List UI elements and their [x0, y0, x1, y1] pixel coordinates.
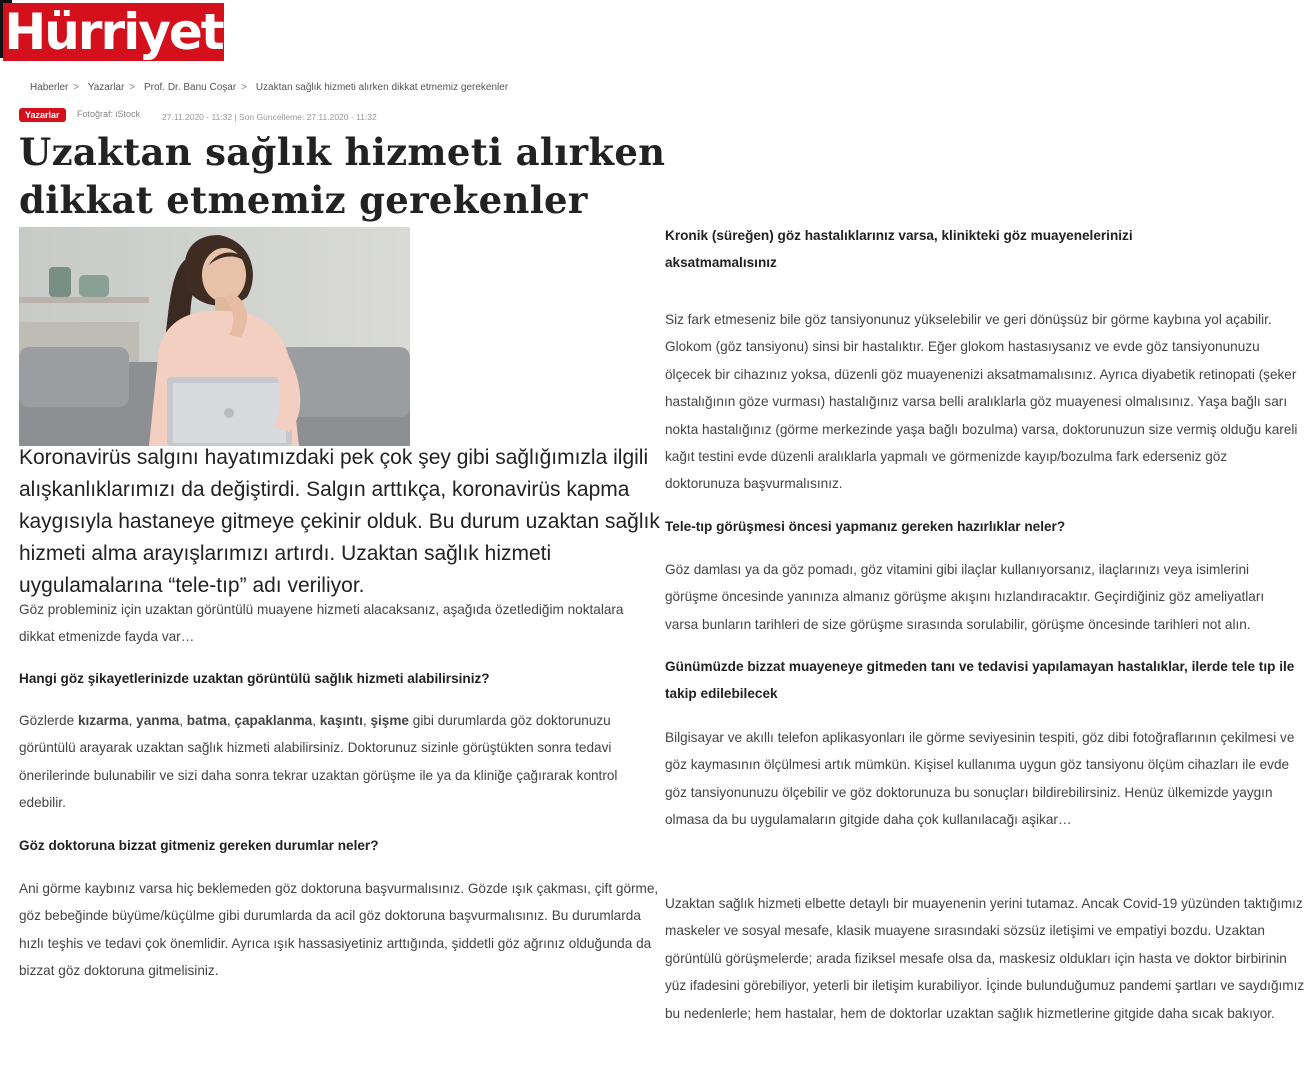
- symptom-term: yanma: [136, 713, 180, 728]
- section-heading-future: Günümüzde bizzat muayeneye gitmeden tanı ve tedavisi yapılamayan hastalıklar, ilerde tele tıp ile takip edilebilecek: [665, 659, 1295, 702]
- breadcrumb-item-haberler[interactable]: Haberler: [30, 82, 69, 93]
- symptom-term: batma: [186, 713, 227, 728]
- text-segment: ,: [128, 713, 137, 728]
- symptom-term: kaşıntı: [319, 713, 363, 728]
- hurriyet-logo[interactable]: [3, 3, 224, 61]
- breadcrumb-separator: >: [73, 82, 80, 93]
- breadcrumb: [30, 82, 513, 93]
- symptom-term: kızarma: [77, 713, 129, 728]
- breadcrumb-item-yazarlar[interactable]: Yazarlar: [87, 82, 125, 93]
- paragraph-conclusion: Uzaktan sağlık hizmeti elbette detaylı bir muayenenin yerini tutamaz. Ancak Covid-19 yüzünden taktığımız maskeler ve sosyal mesafe, klasik muayene sırasındaki sözsüz iletişimi ve empatiyi bozdu. Uzaktan görüntülü görüşmelerde; arada fiziksel mesafe olsa da, maskesiz oldukları için hasta ve doktor birbirinin yüz ifadesini görebiliyor, yeterli bir iletişim kurabiliyor. İçinde bulunduğumuz pandemi şartları ve saydığımız bu nedenlerle; hem hastalar, hem de doktorlar uzaktan sağlık hizmetlerine gitgide daha sıcak bakıyor.: [665, 896, 1305, 1021]
- category-tag[interactable]: Yazarlar: [19, 108, 66, 122]
- breadcrumb-separator: >: [129, 82, 136, 93]
- woman-with-laptop-illustration: [19, 227, 410, 446]
- article-lead: Koronavirüs salgını hayatımızdaki pek çok şey gibi sağlığımızla ilgili alışkanlıklarımızı da değiştirdi. Salgın arttıkça, koronavirüs kapma kaygısıyla hastaneye gitmeye çekinir olduk. Bu durum uzaktan sağlık hizmeti alma arayışlarımızı artırdı. Uzaktan sağlık hizmeti uygulamalarına “tele-tıp” adı veriliyor.: [19, 446, 660, 597]
- intro-paragraph: Göz probleminiz için uzaktan görüntülü muayene hizmeti alacaksanız, aşağıda özetlediğim noktalara dikkat etmenizde fayda var…: [19, 602, 624, 645]
- publish-dates: 27.11.2020 - 11:32 | Son Güncelleme: 27.11.2020 - 11:32: [162, 112, 377, 122]
- section-heading-remote-care: Hangi göz şikayetlerinizde uzaktan görüntülü sağlık hizmeti alabilirsiniz?: [19, 671, 490, 686]
- article-photo: [19, 227, 410, 446]
- symptom-term: çapaklanma: [234, 713, 313, 728]
- text-segment: ,: [179, 713, 187, 728]
- paragraph-preparation: Göz damlası ya da göz pomadı, göz vitamini gibi ilaçlar kullanıyorsanız, ilaçlarınızı veya isimlerini görüşme öncesinde yanınıza almanız görüşme akışını hızlandıracaktır. Geçirdiğiniz göz ameliyatları varsa bunların tarihleri de size görüşme sırasında sorulabilir, görüşme öncesinde tarihleri not alın.: [665, 562, 1265, 632]
- breadcrumb-item-current: Uzaktan sağlık hizmeti alırken dikkat etmemiz gerekenler: [255, 82, 509, 93]
- section-heading-preparation: Tele-tıp görüşmesi öncesi yapmanız gereken hazırlıklar neler?: [665, 519, 1066, 534]
- text-segment: ,: [362, 713, 371, 728]
- section-heading-chronic: Kronik (süreğen) göz hastalıklarınız varsa, klinikteki göz muayenelerinizi aksatmamalısınız: [665, 228, 1133, 271]
- text-segment: ,: [226, 713, 235, 728]
- section-heading-in-person: Göz doktoruna bizzat gitmeniz gereken durumlar neler?: [19, 838, 379, 853]
- symptom-term: şişme: [370, 713, 409, 728]
- paragraph-emergencies: Ani görme kaybınız varsa hiç beklemeden göz doktoruna başvurmalısınız. Gözde ışık çakması, çift görme, göz bebeğinde büyüme/küçülme gibi durumlarda da acil göz doktoruna başvurmalısınız. Bu durumlarda hızlı teşhis ve tedavi çok önemlidir. Ayrıca ışık hassasiyetiniz arttığında, şiddetli göz ağrınız olduğunda da bizzat göz doktoruna gitmelisiniz.: [19, 881, 659, 979]
- photo-credit: Fotoğraf: iStock: [77, 109, 141, 119]
- breadcrumb-separator: >: [241, 82, 248, 93]
- logo-text: Hürriyet: [4, 3, 223, 61]
- breadcrumb-item-author[interactable]: Prof. Dr. Banu Coşar: [143, 82, 237, 93]
- article-title: Uzaktan sağlık hizmeti alırken dikkat etmemiz gerekenler: [19, 130, 666, 222]
- text-segment: ,: [312, 713, 320, 728]
- paragraph-glaucoma: Siz fark etmeseniz bile göz tansiyonunuz yükselebilir ve geri dönüşsüz bir görme kaybına yol açabilir. Glokom (göz tansiyonu) sinsi bir hastalıktır. Eğer glokom hastasıysanız ve evde göz tansiyonunuzu ölçecek bir cihazınız yoksa, düzenli göz muayenenizi aksatmamalısınız. Ayrıca diyabetik retinopati (şeker hastalığının göze vurması) hastalığınız varsa belli aralıklarla göz muayenesi olmalısınız. Yaşa bağlı sarı nokta hastalığınız (görme merkezinde yaşa bağlı bozulma) varsa, doktorunuzun size vermiş olduğu kareli kağıt testini evde düzenli aralıklarla yapmalı ve görmenizde kayıp/bozulma fark ederseniz göz doktorunuza başvurmalısınız.: [665, 312, 1298, 492]
- paragraph-symptoms: [19, 707, 664, 817]
- text-segment: Gözlerde: [19, 713, 78, 728]
- text-segment: gibi durumlarda göz doktorunuzu görüntülü arayarak uzaktan sağlık hizmeti alabilirsiniz. Doktorunuz sizinle görüştükten sonra tedavi önerilerinde bulunabilir ve sizi daha sonra tekrar uzaktan görüşme ile ya da kliniğe çağırarak kontrol edebilir.: [19, 713, 618, 811]
- paragraph-apps: Bilgisayar ve akıllı telefon aplikasyonları ile görme seviyesinin tespiti, göz dibi fotoğraflarının çekilmesi ve göz kaymasının ölçülmesi artık mümkün. Kişisel kullanıma uygun göz tansiyonu ölçüm cihazları ile evde göz tansiyonunuzu ölçebilir ve göz doktorunuza bu sonuçları bildirebilirsiniz. Henüz ülkemizde yaygın olmasa da bu uygulamaların gitgide daha çok kullanılacağı aşikar…: [665, 730, 1295, 828]
